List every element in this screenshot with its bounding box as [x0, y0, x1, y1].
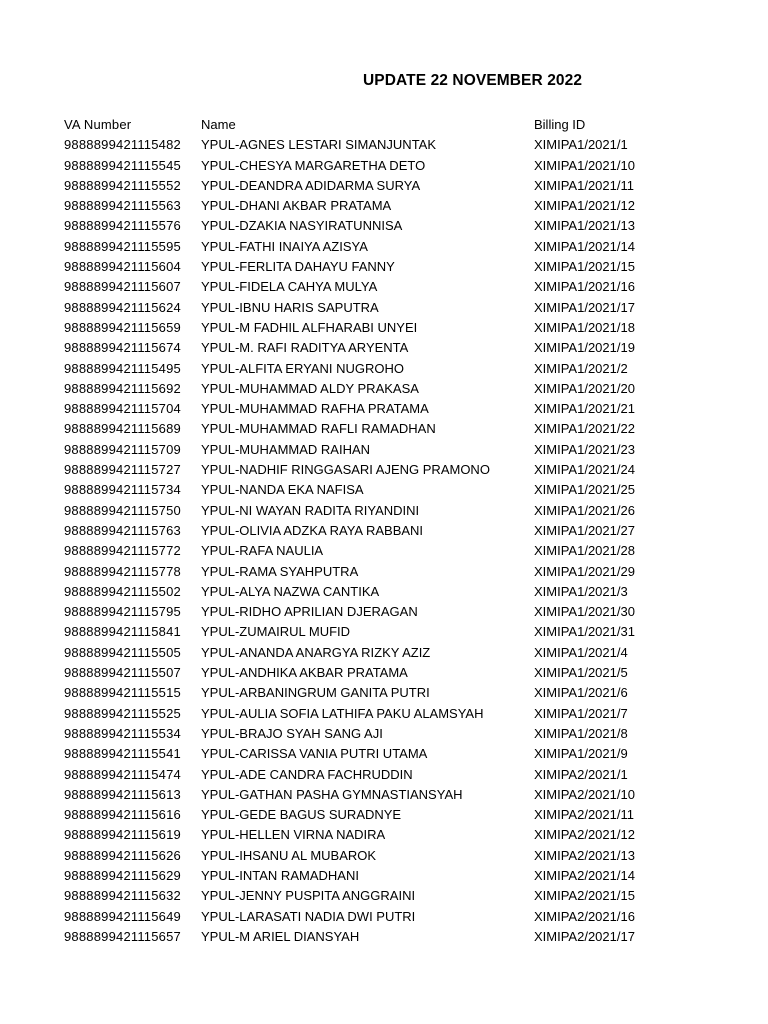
- billing-id-cell: XIMIPA1/2021/8: [534, 725, 628, 741]
- name-cell: YPUL-ZUMAIRUL MUFID: [201, 624, 351, 640]
- billing-id-cell: XIMIPA1/2021/16: [534, 279, 635, 295]
- name-cell: YPUL-ANDHIKA AKBAR PRATAMA: [201, 665, 408, 681]
- va-number-cell: 9888899421115613: [64, 786, 181, 802]
- va-number-cell: 9888899421115541: [64, 746, 181, 762]
- table-row: [64, 805, 724, 825]
- table-row: [64, 744, 724, 764]
- va-number-cell: 9888899421115552: [64, 177, 181, 193]
- name-cell: YPUL-ANANDA ANARGYA RIZKY AZIZ: [201, 644, 431, 660]
- billing-id-cell: XIMIPA1/2021/10: [534, 157, 635, 173]
- va-number-cell: 9888899421115649: [64, 908, 181, 924]
- name-cell: YPUL-FERLITA DAHAYU FANNY: [201, 259, 395, 275]
- va-number-cell: 9888899421115502: [64, 583, 181, 599]
- va-number-cell: 9888899421115474: [64, 766, 181, 782]
- name-cell: YPUL-MUHAMMAD RAFLI RAMADHAN: [201, 421, 436, 437]
- billing-id-cell: XIMIPA2/2021/16: [534, 908, 635, 924]
- billing-id-cell: XIMIPA1/2021/17: [534, 299, 635, 315]
- billing-id-cell: XIMIPA1/2021/5: [534, 665, 628, 681]
- va-number-cell: 9888899421115534: [64, 725, 181, 741]
- name-cell: YPUL-DHANI AKBAR PRATAMA: [201, 198, 392, 214]
- table-row: [64, 724, 724, 744]
- name-cell: YPUL-RAFA NAULIA: [201, 543, 324, 559]
- billing-id-cell: XIMIPA1/2021/4: [534, 644, 628, 660]
- va-number-cell: 9888899421115841: [64, 624, 181, 640]
- name-cell: YPUL-RAMA SYAHPUTRA: [201, 563, 359, 579]
- billing-id-cell: XIMIPA1/2021/1: [534, 137, 628, 153]
- va-number-cell: 9888899421115750: [64, 502, 181, 518]
- billing-id-cell: XIMIPA1/2021/24: [534, 462, 635, 478]
- billing-id-cell: XIMIPA1/2021/21: [534, 401, 635, 417]
- billing-id-cell: XIMIPA1/2021/15: [534, 259, 635, 275]
- va-number-cell: 9888899421115495: [64, 360, 181, 376]
- name-cell: YPUL-RIDHO APRILIAN DJERAGAN: [201, 604, 418, 620]
- billing-id-cell: XIMIPA2/2021/14: [534, 867, 635, 883]
- billing-id-cell: XIMIPA2/2021/13: [534, 847, 635, 863]
- billing-id-cell: XIMIPA1/2021/6: [534, 685, 628, 701]
- va-number-cell: 9888899421115709: [64, 441, 181, 457]
- table-row: [64, 562, 724, 582]
- billing-id-cell: XIMIPA1/2021/9: [534, 746, 628, 762]
- billing-id-cell: XIMIPA1/2021/20: [534, 380, 635, 396]
- table-row: [64, 846, 724, 866]
- name-cell: YPUL-IBNU HARIS SAPUTRA: [201, 299, 379, 315]
- va-number-cell: 9888899421115795: [64, 604, 181, 620]
- table-row: [64, 765, 724, 785]
- table-row: [64, 176, 724, 196]
- va-number-cell: 9888899421115763: [64, 522, 181, 538]
- va-number-cell: 9888899421115616: [64, 807, 181, 823]
- table-row: [64, 419, 724, 439]
- document-title: UPDATE 22 NOVEMBER 2022: [363, 72, 583, 89]
- table-row: [64, 460, 724, 480]
- table-row: [64, 785, 724, 805]
- va-number-cell: 9888899421115525: [64, 705, 181, 721]
- name-cell: YPUL-LARASATI NADIA DWI PUTRI: [201, 908, 416, 924]
- va-number-cell: 9888899421115576: [64, 218, 181, 234]
- billing-id-cell: XIMIPA1/2021/27: [534, 522, 635, 538]
- va-number-cell: 9888899421115482: [64, 137, 181, 153]
- table-row: [64, 379, 724, 399]
- billing-id-cell: XIMIPA1/2021/30: [534, 604, 635, 620]
- name-cell: YPUL-INTAN RAMADHANI: [201, 867, 359, 883]
- billing-id-cell: XIMIPA1/2021/7: [534, 705, 628, 721]
- table-row: [64, 704, 724, 724]
- table-row: [64, 338, 724, 358]
- va-number-cell: 9888899421115629: [64, 867, 181, 883]
- billing-id-cell: XIMIPA2/2021/10: [534, 786, 635, 802]
- va-number-cell: 9888899421115604: [64, 259, 181, 275]
- va-number-cell: 9888899421115595: [64, 238, 181, 254]
- va-number-cell: 9888899421115624: [64, 299, 181, 315]
- billing-id-cell: XIMIPA1/2021/2: [534, 360, 628, 376]
- header-name: Name: [201, 117, 236, 132]
- va-number-cell: 9888899421115772: [64, 543, 181, 559]
- billing-id-cell: XIMIPA2/2021/11: [534, 807, 634, 823]
- table-row: [64, 359, 724, 379]
- header-billing-id: Billing ID: [534, 117, 586, 132]
- name-cell: YPUL-MUHAMMAD RAIHAN: [201, 441, 371, 457]
- billing-id-cell: XIMIPA1/2021/23: [534, 441, 635, 457]
- billing-id-cell: XIMIPA1/2021/31: [534, 624, 635, 640]
- va-number-cell: 9888899421115778: [64, 563, 181, 579]
- va-number-cell: 9888899421115657: [64, 928, 181, 944]
- billing-table: [64, 115, 724, 947]
- va-number-cell: 9888899421115505: [64, 644, 181, 660]
- table-row: [64, 521, 724, 541]
- table-row: [64, 541, 724, 561]
- va-number-cell: 9888899421115704: [64, 401, 181, 417]
- table-row: [64, 501, 724, 521]
- table-row: [64, 237, 724, 257]
- table-row: [64, 399, 724, 419]
- va-number-cell: 9888899421115515: [64, 685, 181, 701]
- va-number-cell: 9888899421115545: [64, 157, 181, 173]
- billing-id-cell: XIMIPA1/2021/18: [534, 319, 635, 335]
- va-number-cell: 9888899421115607: [64, 279, 181, 295]
- table-row: [64, 135, 724, 155]
- table-row: [64, 886, 724, 906]
- name-cell: YPUL-NADHIF RINGGASARI AJENG PRAMONO: [201, 462, 490, 478]
- va-number-cell: 9888899421115727: [64, 462, 181, 478]
- name-cell: YPUL-AGNES LESTARI SIMANJUNTAK: [201, 137, 437, 153]
- billing-id-cell: XIMIPA1/2021/25: [534, 482, 635, 498]
- billing-id-cell: XIMIPA1/2021/14: [534, 238, 635, 254]
- name-cell: YPUL-JENNY PUSPITA ANGGRAINI: [201, 888, 416, 904]
- billing-id-cell: XIMIPA1/2021/29: [534, 563, 635, 579]
- billing-id-cell: XIMIPA2/2021/17: [534, 928, 635, 944]
- name-cell: YPUL-ADE CANDRA FACHRUDDIN: [201, 766, 413, 782]
- name-cell: YPUL-ALYA NAZWA CANTIKA: [201, 583, 380, 599]
- name-cell: YPUL-HELLEN VIRNA NADIRA: [201, 827, 386, 843]
- name-cell: YPUL-AULIA SOFIA LATHIFA PAKU ALAMSYAH: [201, 705, 484, 721]
- name-cell: YPUL-DEANDRA ADIDARMA SURYA: [201, 177, 421, 193]
- name-cell: YPUL-NI WAYAN RADITA RIYANDINI: [201, 502, 420, 518]
- billing-id-cell: XIMIPA1/2021/13: [534, 218, 635, 234]
- table-row: [64, 156, 724, 176]
- billing-id-cell: XIMIPA1/2021/11: [534, 177, 634, 193]
- name-cell: YPUL-MUHAMMAD RAFHA PRATAMA: [201, 401, 429, 417]
- table-row: [64, 663, 724, 683]
- name-cell: YPUL-GATHAN PASHA GYMNASTIANSYAH: [201, 786, 463, 802]
- billing-id-cell: XIMIPA1/2021/28: [534, 543, 635, 559]
- billing-id-cell: XIMIPA2/2021/1: [534, 766, 628, 782]
- table-row: [64, 440, 724, 460]
- name-cell: YPUL-GEDE BAGUS SURADNYE: [201, 807, 402, 823]
- table-row: [64, 825, 724, 845]
- va-number-cell: 9888899421115563: [64, 198, 181, 214]
- va-number-cell: 9888899421115674: [64, 340, 181, 356]
- name-cell: YPUL-M FADHIL ALFHARABI UNYEI: [201, 319, 418, 335]
- name-cell: YPUL-CHESYA MARGARETHA DETO: [201, 157, 426, 173]
- name-cell: YPUL-FIDELA CAHYA MULYA: [201, 279, 378, 295]
- table-row: [64, 622, 724, 642]
- table-row: [64, 318, 724, 338]
- table-row: [64, 683, 724, 703]
- name-cell: YPUL-OLIVIA ADZKA RAYA RABBANI: [201, 522, 424, 538]
- va-number-cell: 9888899421115659: [64, 319, 181, 335]
- table-header-row: [64, 115, 724, 135]
- name-cell: YPUL-M. RAFI RADITYA ARYENTA: [201, 340, 409, 356]
- va-number-cell: 9888899421115507: [64, 665, 181, 681]
- table-row: [64, 257, 724, 277]
- table-row: [64, 582, 724, 602]
- table-row: [64, 927, 724, 947]
- table-row: [64, 602, 724, 622]
- table-row: [64, 643, 724, 663]
- name-cell: YPUL-FATHI INAIYA AZISYA: [201, 238, 368, 254]
- billing-id-cell: XIMIPA1/2021/3: [534, 583, 628, 599]
- name-cell: YPUL-IHSANU AL MUBAROK: [201, 847, 377, 863]
- billing-id-cell: XIMIPA1/2021/19: [534, 340, 635, 356]
- table-row: [64, 196, 724, 216]
- name-cell: YPUL-ALFITA ERYANI NUGROHO: [201, 360, 404, 376]
- name-cell: YPUL-DZAKIA NASYIRATUNNISA: [201, 218, 403, 234]
- table-row: [64, 298, 724, 318]
- name-cell: YPUL-ARBANINGRUM GANITA PUTRI: [201, 685, 430, 701]
- billing-id-cell: XIMIPA1/2021/26: [534, 502, 635, 518]
- va-number-cell: 9888899421115626: [64, 847, 181, 863]
- billing-id-cell: XIMIPA2/2021/12: [534, 827, 635, 843]
- billing-id-cell: XIMIPA2/2021/15: [534, 888, 635, 904]
- va-number-cell: 9888899421115689: [64, 421, 181, 437]
- table-row: [64, 866, 724, 886]
- name-cell: YPUL-CARISSA VANIA PUTRI UTAMA: [201, 746, 428, 762]
- table-row: [64, 277, 724, 297]
- name-cell: YPUL-BRAJO SYAH SANG AJI: [201, 725, 383, 741]
- va-number-cell: 9888899421115692: [64, 380, 181, 396]
- va-number-cell: 9888899421115734: [64, 482, 181, 498]
- table-row: [64, 216, 724, 236]
- va-number-cell: 9888899421115619: [64, 827, 181, 843]
- table-row: [64, 480, 724, 500]
- billing-id-cell: XIMIPA1/2021/12: [534, 198, 635, 214]
- name-cell: YPUL-NANDA EKA NAFISA: [201, 482, 364, 498]
- table-row: [64, 907, 724, 927]
- name-cell: YPUL-MUHAMMAD ALDY PRAKASA: [201, 380, 419, 396]
- billing-id-cell: XIMIPA1/2021/22: [534, 421, 635, 437]
- name-cell: YPUL-M ARIEL DIANSYAH: [201, 928, 360, 944]
- va-number-cell: 9888899421115632: [64, 888, 181, 904]
- header-va-number: VA Number: [64, 117, 132, 132]
